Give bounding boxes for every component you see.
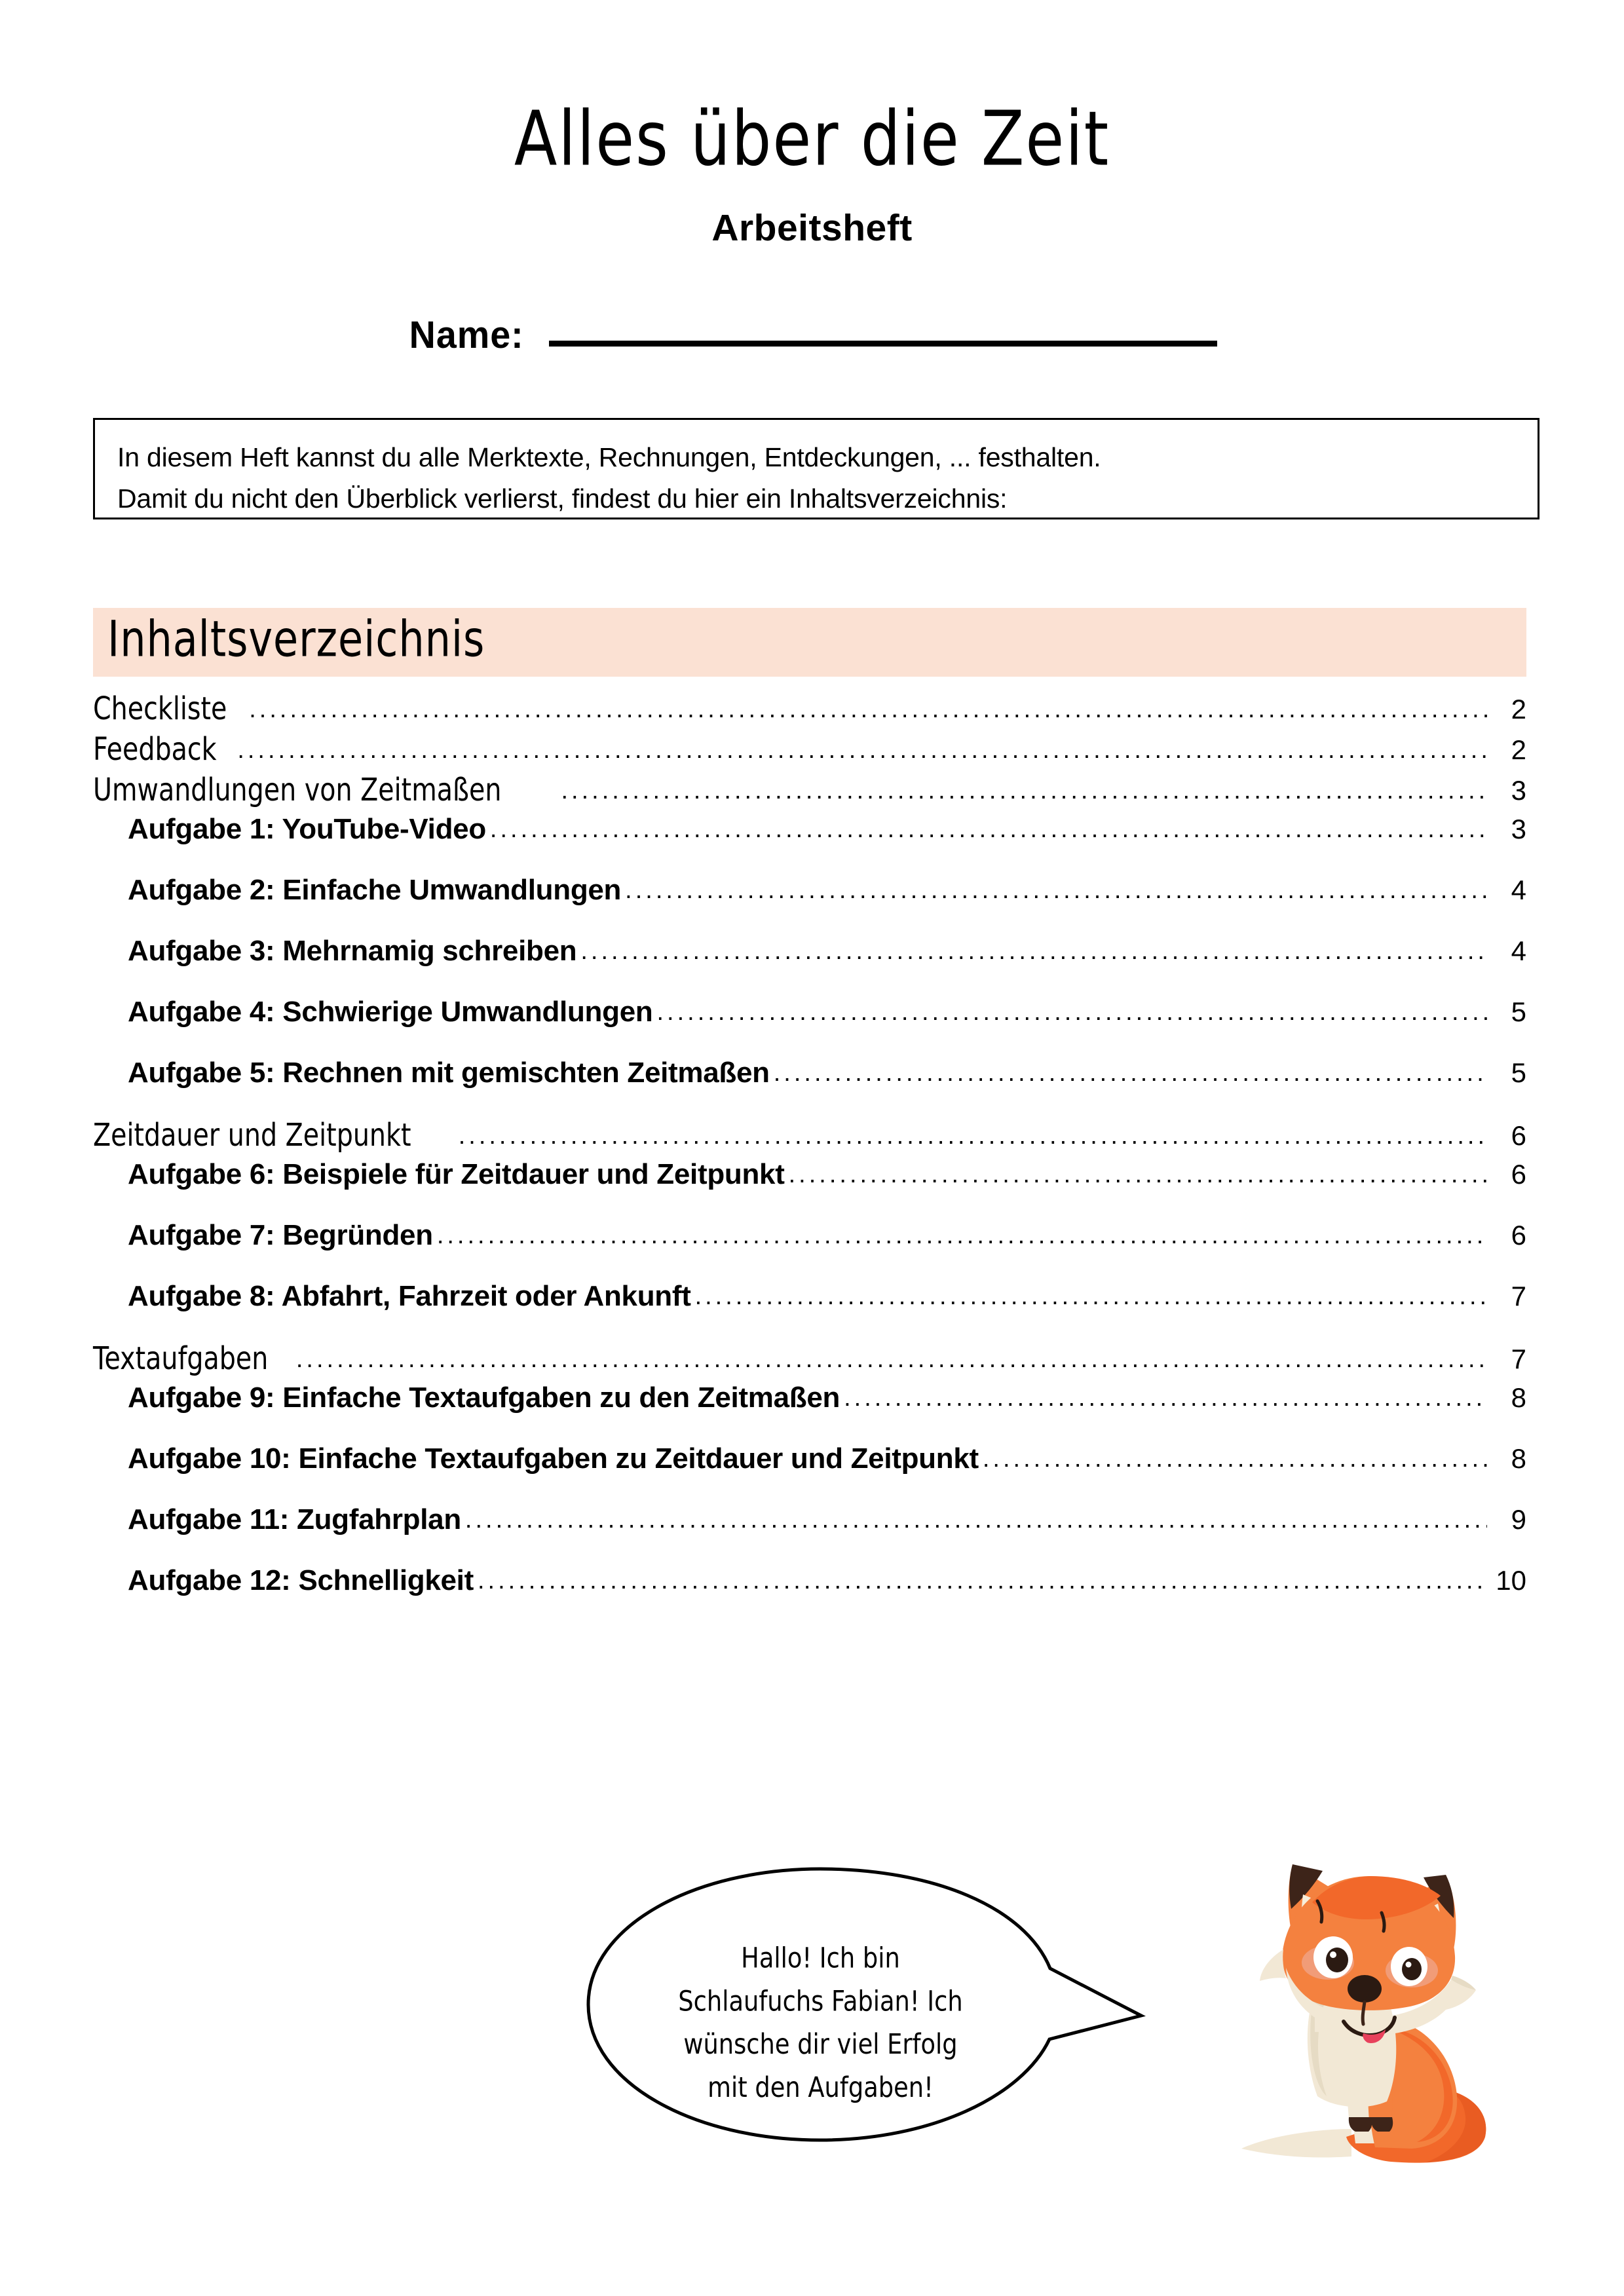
toc-dot-leader — [296, 1346, 1487, 1374]
name-input-line[interactable] — [549, 341, 1217, 347]
toc-entry-label: Aufgabe 12: Schnelligkeit — [128, 1564, 474, 1596]
speech-line-3: wünsche dir viel Erfolg — [683, 2028, 958, 2061]
toc-dot-leader — [844, 1384, 1487, 1412]
toc-entry-page-number: 8 — [1511, 1382, 1526, 1413]
intro-line-1: In diesem Heft kannst du alle Merktexte, Rechnungen, Entdeckungen, ... festhalten. — [117, 442, 1101, 472]
toc-entry-label: Aufgabe 7: Begründen — [128, 1219, 433, 1251]
toc-dot-leader — [490, 816, 1487, 844]
toc-entry-page-number: 5 — [1511, 1057, 1526, 1088]
toc-dot-leader — [237, 736, 1487, 764]
toc-dot-leader — [459, 1122, 1487, 1150]
toc-entry-label: Textaufgaben — [93, 1340, 269, 1377]
intro-box — [93, 418, 1539, 519]
toc-entry-page-number: 6 — [1511, 1159, 1526, 1190]
toc-heading-title: Inhaltsverzeichnis — [107, 611, 485, 668]
toc-entry-page-number: 2 — [1511, 734, 1526, 765]
toc-entry[interactable] — [93, 1442, 1526, 1503]
toc-entry-label: Aufgabe 4: Schwierige Umwandlungen — [128, 996, 653, 1028]
toc-heading-band — [93, 608, 1526, 677]
toc-dot-leader — [656, 998, 1487, 1026]
toc-dot-leader — [774, 1059, 1487, 1087]
toc-entry-label: Aufgabe 8: Abfahrt, Fahrzeit oder Ankunft — [128, 1280, 691, 1312]
toc-entry-label: Umwandlungen von Zeitmaßen — [93, 771, 502, 808]
fox-mascot-illustration — [1215, 1821, 1523, 2188]
toc-entry-page-number: 8 — [1511, 1443, 1526, 1474]
toc-entry[interactable] — [93, 1382, 1526, 1442]
speech-line-2: Schlaufuchs Fabian! Ich — [678, 1985, 963, 2018]
toc-entry-label: Feedback — [93, 730, 217, 768]
toc-entry-label: Aufgabe 3: Mehrnamig schreiben — [128, 935, 577, 967]
toc-dot-leader — [465, 1506, 1487, 1534]
toc-entry-page-number: 3 — [1511, 775, 1526, 806]
speech-line-4: mit den Aufgaben! — [708, 2071, 934, 2104]
toc-entry[interactable] — [93, 1057, 1526, 1118]
toc-dot-leader — [478, 1567, 1487, 1595]
toc-entry-page-number: 5 — [1511, 996, 1526, 1027]
toc-dot-leader — [249, 696, 1487, 724]
toc-dot-leader — [983, 1445, 1487, 1473]
toc-entry-label: Aufgabe 10: Einfache Textaufgaben zu Zeitdauer und Zeitpunkt — [128, 1442, 979, 1475]
toc-entry[interactable] — [93, 874, 1526, 935]
speech-bubble-text — [596, 1937, 1045, 2109]
toc-entry[interactable] — [93, 691, 1526, 732]
toc-entry[interactable] — [93, 1280, 1526, 1341]
name-field-row — [0, 313, 1624, 357]
table-of-contents — [93, 691, 1526, 1625]
toc-dot-leader — [580, 937, 1487, 966]
toc-entry-label: Aufgabe 11: Zugfahrplan — [128, 1503, 461, 1535]
toc-entry-page-number: 9 — [1511, 1504, 1526, 1535]
toc-entry-page-number: 4 — [1511, 875, 1526, 905]
toc-entry-page-number: 3 — [1511, 814, 1526, 844]
toc-entry-page-number: 4 — [1511, 935, 1526, 966]
toc-entry[interactable] — [93, 772, 1526, 813]
speech-bubble — [576, 1864, 1153, 2145]
speech-line-1: Hallo! Ich bin — [741, 1942, 900, 1975]
toc-entry-page-number: 10 — [1496, 1565, 1526, 1596]
toc-dot-leader — [625, 876, 1487, 905]
toc-entry[interactable] — [93, 1118, 1526, 1158]
toc-dot-leader — [695, 1283, 1487, 1311]
toc-entry[interactable] — [93, 732, 1526, 772]
toc-entry[interactable] — [93, 1158, 1526, 1219]
toc-entry[interactable] — [93, 935, 1526, 996]
page-title: Alles über die Zeit — [514, 95, 1110, 183]
toc-entry[interactable] — [93, 1503, 1526, 1564]
toc-entry-label: Aufgabe 6: Beispiele für Zeitdauer und Zeitpunkt — [128, 1158, 785, 1190]
name-label: Name: — [409, 314, 524, 356]
toc-entry-label: Checkliste — [93, 690, 227, 727]
toc-entry-label: Zeitdauer und Zeitpunkt — [93, 1116, 411, 1154]
toc-entry-page-number: 7 — [1511, 1281, 1526, 1311]
page-subtitle: Arbeitsheft — [711, 207, 913, 249]
toc-dot-leader — [561, 777, 1487, 805]
toc-entry[interactable] — [93, 1564, 1526, 1625]
toc-entry-label: Aufgabe 5: Rechnen mit gemischten Zeitmaßen — [128, 1057, 770, 1089]
toc-dot-leader — [437, 1222, 1487, 1250]
toc-entry-page-number: 6 — [1511, 1120, 1526, 1151]
toc-entry-label: Aufgabe 1: YouTube-Video — [128, 813, 486, 845]
toc-entry-page-number: 7 — [1511, 1344, 1526, 1374]
toc-dot-leader — [789, 1161, 1487, 1189]
toc-entry[interactable] — [93, 996, 1526, 1057]
toc-entry-page-number: 6 — [1511, 1220, 1526, 1251]
toc-entry[interactable] — [93, 813, 1526, 874]
toc-entry-page-number: 2 — [1511, 694, 1526, 725]
toc-entry[interactable] — [93, 1219, 1526, 1280]
toc-entry[interactable] — [93, 1341, 1526, 1382]
toc-entry-label: Aufgabe 2: Einfache Umwandlungen — [128, 874, 622, 906]
toc-entry-label: Aufgabe 9: Einfache Textaufgaben zu den Zeitmaßen — [128, 1382, 840, 1414]
intro-line-2: Damit du nicht den Überblick verlierst, findest du hier ein Inhaltsverzeichnis: — [117, 483, 1008, 514]
